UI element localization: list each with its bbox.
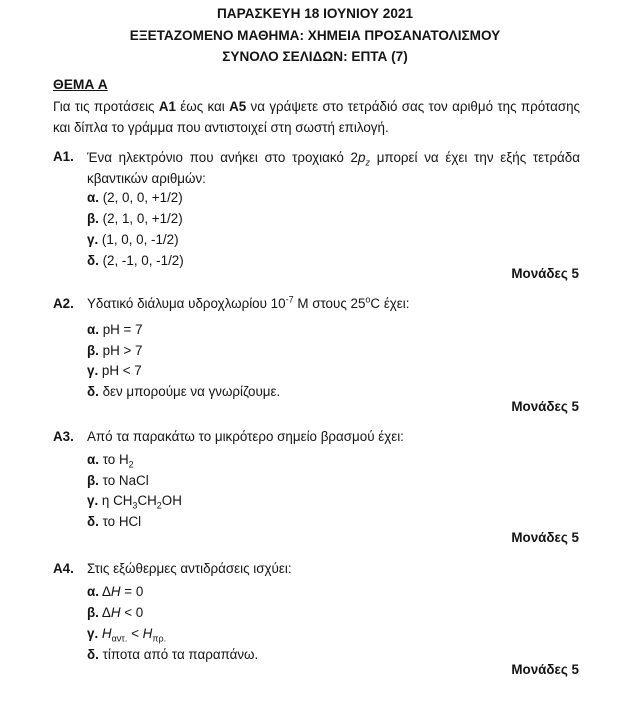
marks-label: Μονάδες 5	[511, 266, 579, 281]
question-text: Υδατικό διάλυμα υδροχλωρίου $10^{-7}$ Μ στους 25$^o$C έχει:	[87, 294, 410, 311]
option: δ. τίποτα από τα παραπάνω.	[87, 647, 259, 662]
option: δ. (2, -1, 0, -1/2)	[87, 253, 184, 268]
option: β. το NaCl	[87, 473, 149, 488]
option: γ. (1, 0, 0, -1/2)	[87, 232, 179, 247]
section-title: ΘΕΜΑ Α	[53, 77, 108, 92]
option: γ. pH < 7	[87, 363, 142, 378]
option: δ. το HCl	[87, 514, 142, 529]
option: δ. δεν μπορούμε να γνωρίζουμε.	[87, 384, 281, 399]
question-text: Από τα παρακάτω το μικρότερο σημείο βρασμού έχει:	[87, 429, 404, 444]
header-pages: ΣΥΝΟΛΟ ΣΕΛΙΔΩΝ: ΕΠΤΑ (7)	[222, 49, 408, 64]
question-text: Στις εξώθερμες αντιδράσεις ισχύει:	[87, 561, 292, 576]
section-intro: Για τις προτάσεις Α1 έως και Α5 να γράψετε στο τετράδιό σας τον αριθμό της πρότασης και δίπλα το γράμμα που αντιστοιχεί στη σωστή επιλογή.	[53, 99, 580, 135]
option: β. (2, 1, 0, +1/2)	[87, 211, 183, 226]
option: α. pH = 7	[87, 322, 143, 337]
option: α. ΔH = 0	[87, 584, 144, 599]
option: γ. η $CH_3CH_2OH$	[87, 493, 182, 511]
option: α. το $H_2$	[87, 452, 134, 470]
question-number: Α3.	[53, 429, 74, 444]
question-number: Α4.	[53, 561, 74, 576]
question-number: Α1.	[53, 149, 74, 164]
header-subject: ΕΞΕΤΑΖΟΜΕΝΟ ΜΑΘΗΜΑ: ΧΗΜΕΙΑ ΠΡΟΣΑΝΑΤΟΛΙΣΜΟΥ	[129, 28, 501, 43]
question-number: Α2.	[53, 296, 74, 311]
marks-label: Μονάδες 5	[511, 399, 579, 414]
option: β. ΔH < 0	[87, 605, 144, 620]
question-text: Ένα ηλεκτρόνιο που ανήκει στο τροχιακό $2p_z$ μπορεί να έχει την εξής τετράδα κβαντικών αριθμών:	[87, 150, 580, 186]
option: γ. $H_{\alpha\nu\tau.} < H_{\pi\rho.}$	[87, 626, 167, 644]
header-date: ΠΑΡΑΣΚΕΥΗ 18 ΙΟΥΝΙΟΥ 2021	[216, 6, 414, 21]
option: α. (2, 0, 0, +1/2)	[87, 190, 183, 205]
marks-label: Μονάδες 5	[511, 662, 579, 677]
option: β. pH > 7	[87, 343, 143, 358]
marks-label: Μονάδες 5	[511, 530, 579, 545]
